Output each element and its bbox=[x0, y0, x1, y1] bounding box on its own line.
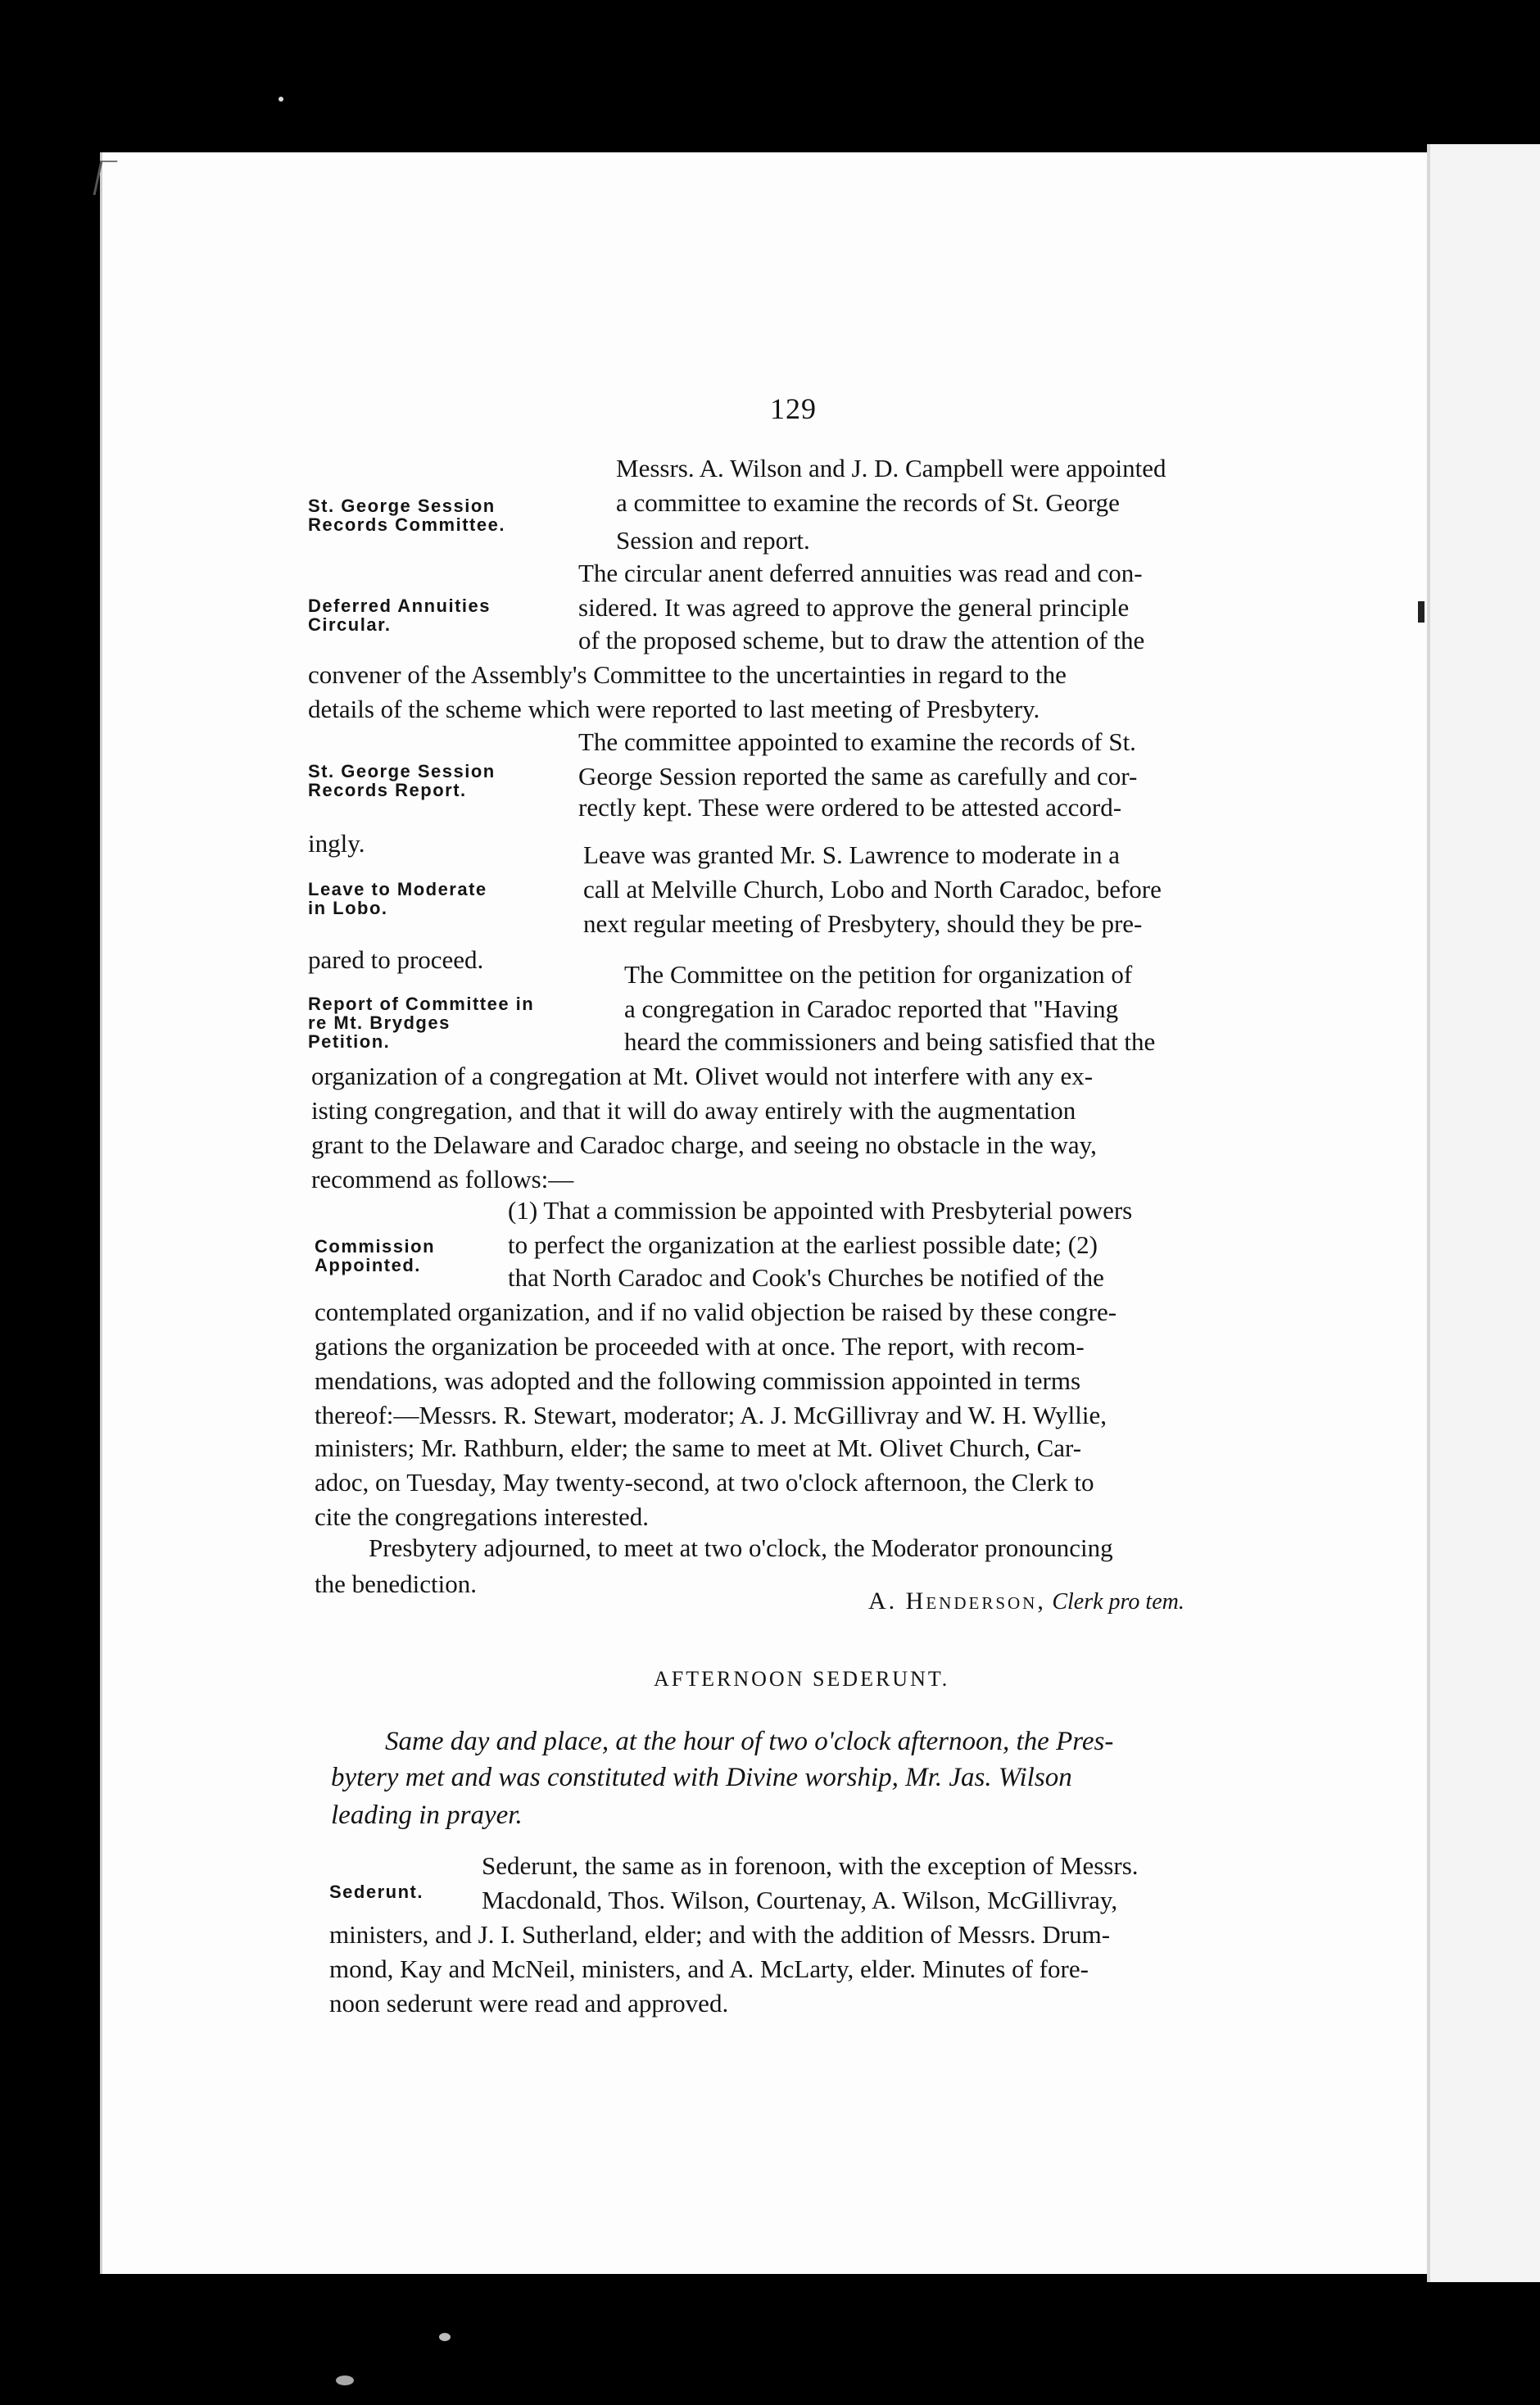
side-note-line: Records Committee. bbox=[308, 514, 505, 535]
body-line: pared to proceed. bbox=[308, 945, 484, 974]
side-note-records-report bbox=[308, 762, 496, 799]
sederunt-line: Macdonald, Thos. Wilson, Courtenay, A. Wilson, McGillivray, bbox=[482, 1886, 1118, 1914]
clerk-name: A. Henderson, bbox=[868, 1587, 1046, 1615]
side-note-commission-appointed bbox=[315, 1237, 435, 1275]
body-line: the benediction. bbox=[315, 1569, 477, 1598]
body-line: The Committee on the petition for organization of bbox=[624, 960, 1133, 989]
side-note-line: Leave to Moderate bbox=[308, 879, 487, 899]
side-note-line: Deferred Annuities bbox=[308, 596, 491, 616]
body-line: next regular meeting of Presbytery, should they be pre- bbox=[583, 909, 1143, 938]
speck bbox=[439, 2333, 451, 2341]
side-note-line: St. George Session bbox=[308, 761, 496, 781]
body-line: thereof:—Messrs. R. Stewart, moderator; A. J. McGillivray and W. H. Wyllie, bbox=[315, 1401, 1107, 1429]
body-line: organization of a congregation at Mt. Olivet would not interfere with any ex- bbox=[311, 1062, 1094, 1090]
body-line: isting congregation, and that it will do away entirely with the augmentation bbox=[311, 1096, 1076, 1125]
sederunt-line: ministers, and J. I. Sutherland, elder; and with the addition of Messrs. Drum- bbox=[329, 1920, 1111, 1949]
side-note-sederunt bbox=[329, 1882, 424, 1901]
body-line: gations the organization be proceeded with at once. The report, with recom- bbox=[315, 1332, 1085, 1361]
page-edge bbox=[1427, 144, 1540, 2282]
body-line: contemplated organization, and if no valid objection be raised by these congre- bbox=[315, 1298, 1117, 1326]
body-line: cite the congregations interested. bbox=[315, 1502, 650, 1531]
speck bbox=[279, 97, 283, 102]
side-note-line: Report of Committee in bbox=[308, 994, 535, 1014]
body-line: heard the commissioners and being satisfied that the bbox=[624, 1027, 1156, 1056]
body-line: recommend as follows:— bbox=[311, 1165, 574, 1193]
side-note-line: St. George Session bbox=[308, 496, 496, 516]
body-line: grant to the Delaware and Caradoc charge, and seeing no obstacle in the way, bbox=[311, 1130, 1097, 1159]
body-line: Session and report. bbox=[616, 526, 810, 555]
body-line: a committee to examine the records of St. George bbox=[616, 488, 1120, 517]
side-note-line: re Mt. Brydges bbox=[308, 1012, 451, 1033]
side-note-line: Circular. bbox=[308, 614, 392, 635]
body-line: that North Caradoc and Cook's Churches be notified of the bbox=[508, 1263, 1104, 1292]
italic-line: leading in prayer. bbox=[331, 1800, 523, 1830]
italic-line: bytery met and was constituted with Divine worship, Mr. Jas. Wilson bbox=[331, 1763, 1072, 1792]
side-note-report-of-committee bbox=[308, 994, 534, 1051]
side-note-line: Appointed. bbox=[315, 1255, 421, 1275]
body-line: The committee appointed to examine the records of St. bbox=[578, 727, 1136, 756]
body-line: mendations, was adopted and the following commission appointed in terms bbox=[315, 1366, 1081, 1395]
body-line: (1) That a commission be appointed with Presbyterial powers bbox=[508, 1196, 1133, 1225]
side-note-line: Records Report. bbox=[308, 780, 467, 800]
body-line: Messrs. A. Wilson and J. D. Campbell were appointed bbox=[616, 454, 1166, 482]
body-line: of the proposed scheme, but to draw the attention of the bbox=[578, 626, 1145, 654]
speck bbox=[336, 2376, 354, 2385]
body-line: to perfect the organization at the earliest possible date; (2) bbox=[508, 1230, 1098, 1259]
side-note-line: Commission bbox=[315, 1236, 436, 1257]
side-note-line: Petition. bbox=[308, 1031, 391, 1052]
side-note-deferred-annuities bbox=[308, 596, 491, 634]
body-line: rectly kept. These were ordered to be attested accord- bbox=[578, 793, 1122, 822]
body-line: The circular anent deferred annuities was read and con- bbox=[578, 559, 1143, 587]
body-line: Leave was granted Mr. S. Lawrence to moderate in a bbox=[583, 840, 1121, 869]
clerk-title: Clerk pro tem. bbox=[1052, 1589, 1184, 1615]
side-note-records-committee bbox=[308, 496, 505, 534]
body-line: George Session reported the same as carefully and cor- bbox=[578, 762, 1138, 790]
side-note-leave-to-moderate bbox=[308, 880, 487, 917]
edge-mark bbox=[1418, 601, 1424, 623]
sederunt-line: mond, Kay and McNeil, ministers, and A. McLarty, elder. Minutes of fore- bbox=[329, 1954, 1089, 1983]
italic-line: Same day and place, at the hour of two o'clock afternoon, the Pres- bbox=[385, 1727, 1114, 1756]
body-line: sidered. It was agreed to approve the general principle bbox=[578, 593, 1130, 622]
body-line: call at Melville Church, Lobo and North Caradoc, before bbox=[583, 875, 1162, 904]
side-note-line: Sederunt. bbox=[329, 1882, 424, 1902]
side-note-line: in Lobo. bbox=[308, 898, 388, 918]
body-line: convener of the Assembly's Committee to the uncertainties in regard to the bbox=[308, 660, 1067, 689]
body-line: a congregation in Caradoc reported that "Having bbox=[624, 994, 1119, 1023]
sederunt-line: Sederunt, the same as in forenoon, with the exception of Messrs. bbox=[482, 1851, 1139, 1880]
body-line: ministers; Mr. Rathburn, elder; the same to meet at Mt. Olivet Church, Car- bbox=[315, 1433, 1082, 1462]
page-number: 129 bbox=[770, 392, 817, 425]
section-heading: AFTERNOON SEDERUNT. bbox=[654, 1667, 950, 1691]
body-line: Presbytery adjourned, to meet at two o'clock, the Moderator pronouncing bbox=[369, 1533, 1113, 1562]
sederunt-line: noon sederunt were read and approved. bbox=[329, 1989, 729, 2018]
body-line: details of the scheme which were reported to last meeting of Presbytery. bbox=[308, 695, 1040, 723]
clerk-signature bbox=[868, 1587, 1184, 1615]
body-line: adoc, on Tuesday, May twenty-second, at two o'clock afternoon, the Clerk to bbox=[315, 1468, 1094, 1497]
body-line: ingly. bbox=[308, 829, 365, 858]
